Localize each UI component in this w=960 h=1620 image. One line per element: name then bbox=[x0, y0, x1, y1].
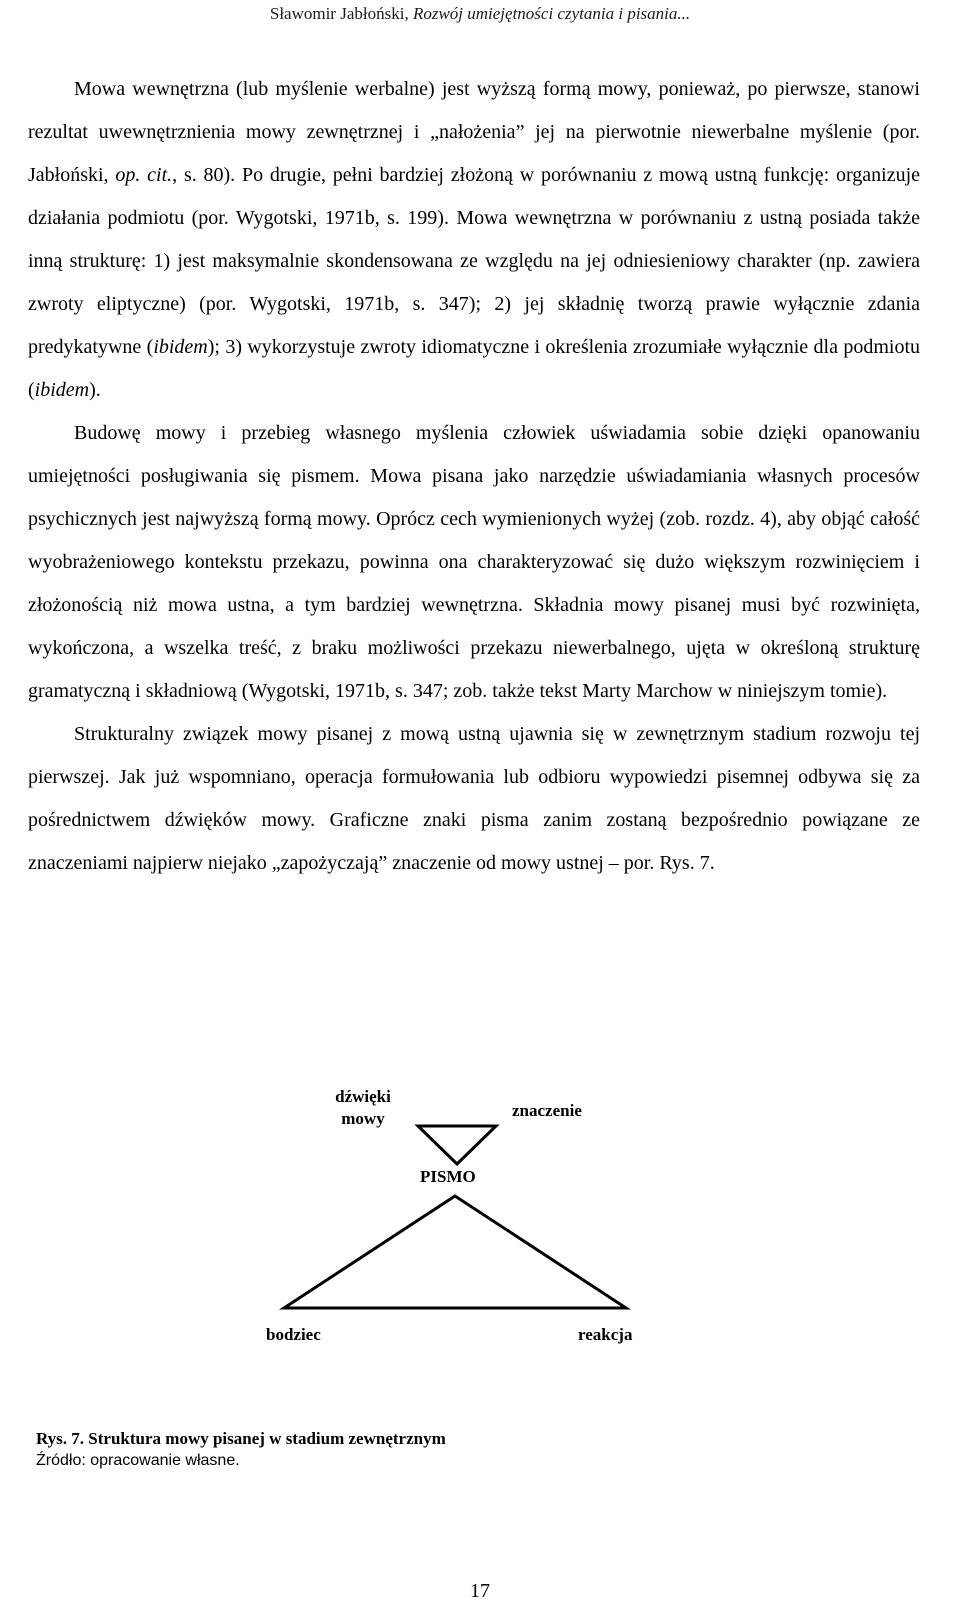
page-number: 17 bbox=[470, 1580, 490, 1602]
paragraph-1-text-4: ). bbox=[89, 379, 101, 401]
label-sound-line2: mowy bbox=[341, 1109, 385, 1128]
caption-source: Źródło: opracowanie własne. bbox=[36, 1452, 240, 1469]
label-writing: PISMO bbox=[420, 1167, 476, 1186]
header-title: Rozwój umiejętności czytania i pisania... bbox=[412, 4, 691, 23]
running-header bbox=[0, 2, 960, 26]
figure-triangles bbox=[0, 1100, 960, 1400]
label-stimulus: bodziec bbox=[266, 1325, 321, 1344]
figure-caption bbox=[36, 1428, 446, 1472]
paragraph-1-text-1: Mowa wewnętrzna (lub myślenie werbalne) jest wyższą formą mowy, ponieważ, po pierwsze, stanowi rezultat uwewnętrznienia mowy zewnętrznej i „nałożenia” jej na pierwotnie niewerbalne myślenie (por. Jabłoński, bbox=[28, 78, 920, 186]
small-inverted-triangle bbox=[418, 1126, 496, 1164]
paragraph-2 bbox=[28, 412, 920, 713]
paragraph-3-text: Strukturalny związek mowy pisanej z mową ustną ujawnia się w zewnętrznym stadium rozwoju tej pierwszej. Jak już wspomniano, operacja formułowania lub odbioru wypowiedzi pisemnej odbywa się za pośrednictwem dźwięków mowy. Graficzne znaki pisma zanim zostaną bezpośrednio powiązane ze znaczeniami najpierw niejako „zapożyczają” znaczenie od mowy ustnej – por. Rys. 7. bbox=[28, 723, 920, 874]
label-meaning: znaczenie bbox=[512, 1101, 582, 1120]
caption-title: Rys. 7. Struktura mowy pisanej w stadium zewnętrznym bbox=[36, 1429, 446, 1448]
header-author: Sławomir Jabłoński, bbox=[269, 4, 413, 23]
paragraph-1-italic-1: op. cit. bbox=[115, 164, 173, 186]
paragraph-1-text-2: , s. 80). Po drugie, pełni bardziej złożoną w porównaniu z mową ustną funkcję: organizuje działania podmiotu (por. Wygotski, 1971b, s. 199). Mowa wewnętrzna w porównaniu z ustną posiada także inną strukturę: 1) jest maksymalnie skondensowana ze względu na jej odniesieniowy charakter (np. zawiera zwroty eliptyczne) (por. Wygotski, 1971b, s. 347); 2) jej składnię tworzą prawie wyłącznie zdania predykatywne ( bbox=[28, 164, 921, 358]
paragraph-1-italic-2: ibidem bbox=[153, 336, 208, 358]
paragraph-1-text-3: ); 3) wykorzystuje zwroty idiomatyczne i określenia zrozumiałe wyłącznie dla podmiotu ( bbox=[28, 336, 920, 401]
label-sound-line1: dźwięki bbox=[335, 1087, 391, 1106]
paragraph-3 bbox=[28, 713, 920, 885]
paragraph-2-text: Budowę mowy i przebieg własnego myślenia człowiek uświadamia sobie dzięki opanowaniu umiejętności posługiwania się pismem. Mowa pisana jako narzędzie uświadamiania własnych procesów psychicznych jest najwyższą formą mowy. Oprócz cech wymienionych wyżej (zob. rozdz. 4), aby objąć całość wyobrażeniowego kontekstu przekazu, powinna ona charakteryzować się dużo większym rozwinięciem i złożonością niż mowa ustna, a tym bardziej wewnętrzna. Składnia mowy pisanej musi być rozwinięta, wykończona, a wszelka treść, z braku możliwości przekazu niewerbalnego, ujęta w określoną strukturę gramatyczną i składniową (Wygotski, 1971b, s. 347; zob. także tekst Marty Marchow w niniejszym tomie). bbox=[28, 422, 920, 702]
label-reaction: reakcja bbox=[578, 1325, 633, 1344]
figure-diagram bbox=[0, 1087, 960, 1400]
body-text bbox=[28, 68, 920, 885]
paragraph-1 bbox=[28, 68, 920, 412]
large-triangle bbox=[284, 1196, 626, 1308]
label-sound bbox=[318, 1086, 408, 1130]
paragraph-1-italic-3: ibidem bbox=[34, 379, 90, 401]
